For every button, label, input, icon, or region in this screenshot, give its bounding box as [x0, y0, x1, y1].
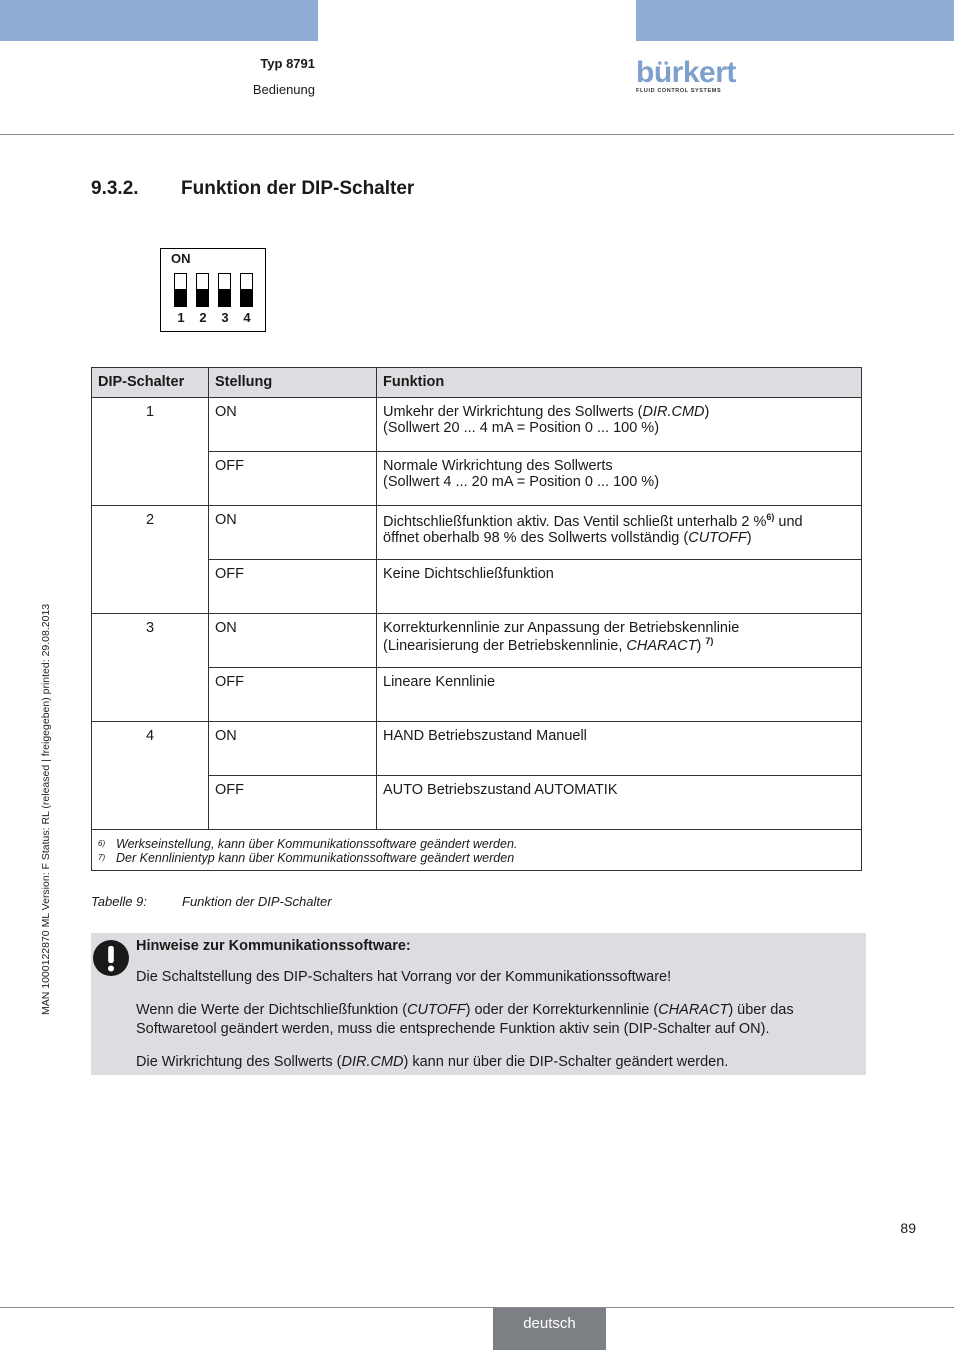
table-header-row [92, 368, 862, 398]
document-status-sidebar: MAN 1000122870 ML Version: F Status: RL (released | freigegeben) printed: 29.08.2013 [40, 603, 52, 1015]
note-body [136, 937, 856, 1086]
position-cell: ON [209, 722, 377, 776]
dip-switch-4 [240, 273, 253, 307]
footnote-ref: 6) [766, 512, 775, 522]
note-paragraph: Die Schaltstellung des DIP-Schalters hat Vorrang vor der Kommunikationssoftware! [136, 969, 672, 985]
footnote-ref: 7) [705, 636, 714, 646]
note-paragraph: Die Wirkrichtung des Sollwerts (DIR.CMD) kann nur über die DIP-Schalter geändert werden. [136, 1054, 729, 1070]
footnote: 7) Der Kennlinientyp kann über Kommunikationssoftware geändert werden [98, 851, 515, 865]
table-footnotes-row [92, 830, 862, 871]
page-number: 89 [900, 1220, 916, 1236]
dip-function-table [91, 367, 862, 871]
position-cell: ON [209, 506, 377, 560]
table-row [92, 614, 862, 668]
footnotes-cell [92, 830, 862, 871]
table-row [92, 506, 862, 560]
note-paragraph: Wenn die Werte der Dichtschließfunktion (CUTOFF) oder der Korrekturkennlinie (CHARACT) über das Softwaretool geändert werden, muss die entsprechende Funktion aktiv sein (DIP-Schalter auf ON). [136, 1002, 794, 1037]
dip-switch-number: 4 [243, 310, 251, 325]
dip-switch-2 [196, 273, 209, 307]
position-cell: OFF [209, 560, 377, 614]
header-bar-right [636, 0, 954, 41]
function-cell: Dichtschließfunktion aktiv. Das Ventil schließt unterhalb 2 %$^{6)}$ und öffnet oberhalb 98 % des Sollwerts vollständig (CUTOFF) [377, 506, 862, 560]
note-box [91, 933, 866, 1075]
function-cell: Normale Wirkrichtung des Sollwerts (Sollwert 4 ... 20 mA = Position 0 ... 100 %) [377, 452, 862, 506]
function-cell: AUTO Betriebszustand AUTOMATIK [377, 776, 862, 830]
logo-tagline: FLUID CONTROL SYSTEMS [636, 88, 722, 94]
function-cell: Lineare Kennlinie [377, 668, 862, 722]
dip-switch-1 [174, 273, 187, 307]
dip-on-label: ON [171, 251, 191, 266]
dip-switch-number: 2 [199, 310, 207, 325]
position-cell: ON [209, 398, 377, 452]
table-caption-label: Tabelle 9: [91, 894, 147, 909]
position-cell: OFF [209, 776, 377, 830]
buerkert-logo [636, 56, 736, 96]
dip-switch-number: 3 [221, 310, 229, 325]
switch-number-cell: 4 [92, 722, 209, 830]
section-number: 9.3.2. [91, 178, 139, 199]
footer-divider [0, 1307, 954, 1308]
header-funktion: Funktion [377, 368, 862, 398]
table-row [92, 722, 862, 776]
switch-number-cell: 1 [92, 398, 209, 506]
header-stellung: Stellung [209, 368, 377, 398]
section-title: Funktion der DIP-Schalter [181, 178, 415, 199]
function-cell: Umkehr der Wirkrichtung des Sollwerts (DIR.CMD) (Sollwert 20 ... 4 mA = Position 0 ... 100 %) [377, 398, 862, 452]
exclamation-icon [91, 938, 131, 978]
position-cell: OFF [209, 668, 377, 722]
table-row [92, 398, 862, 452]
switch-number-cell: 3 [92, 614, 209, 722]
doc-type: Typ 8791 [260, 56, 315, 71]
table-caption-text: Funktion der DIP-Schalter [182, 894, 332, 909]
function-cell: Keine Dichtschließfunktion [377, 560, 862, 614]
dip-switch-figure [160, 248, 266, 332]
header-dip-schalter: DIP-Schalter [92, 368, 209, 398]
position-cell: OFF [209, 452, 377, 506]
logo-wordmark: bürkert [636, 56, 736, 89]
position-cell: ON [209, 614, 377, 668]
note-title: Hinweise zur Kommunikationssoftware: [136, 938, 411, 954]
switch-number-cell: 2 [92, 506, 209, 614]
header-divider [0, 134, 954, 135]
language-tab: deutsch [493, 1308, 606, 1350]
function-cell: HAND Betriebszustand Manuell [377, 722, 862, 776]
doc-chapter: Bedienung [252, 82, 315, 97]
dip-switch-3 [218, 273, 231, 307]
header-bar-left [0, 0, 318, 41]
dip-switch-number: 1 [177, 310, 185, 325]
function-cell: Korrekturkennlinie zur Anpassung der Betriebskennlinie (Linearisierung der Betriebskennlinie, CHARACT) $^{7)}$ [377, 614, 862, 668]
footnote: 6) Werkseinstellung, kann über Kommunikationssoftware geändert werden. [98, 837, 518, 851]
